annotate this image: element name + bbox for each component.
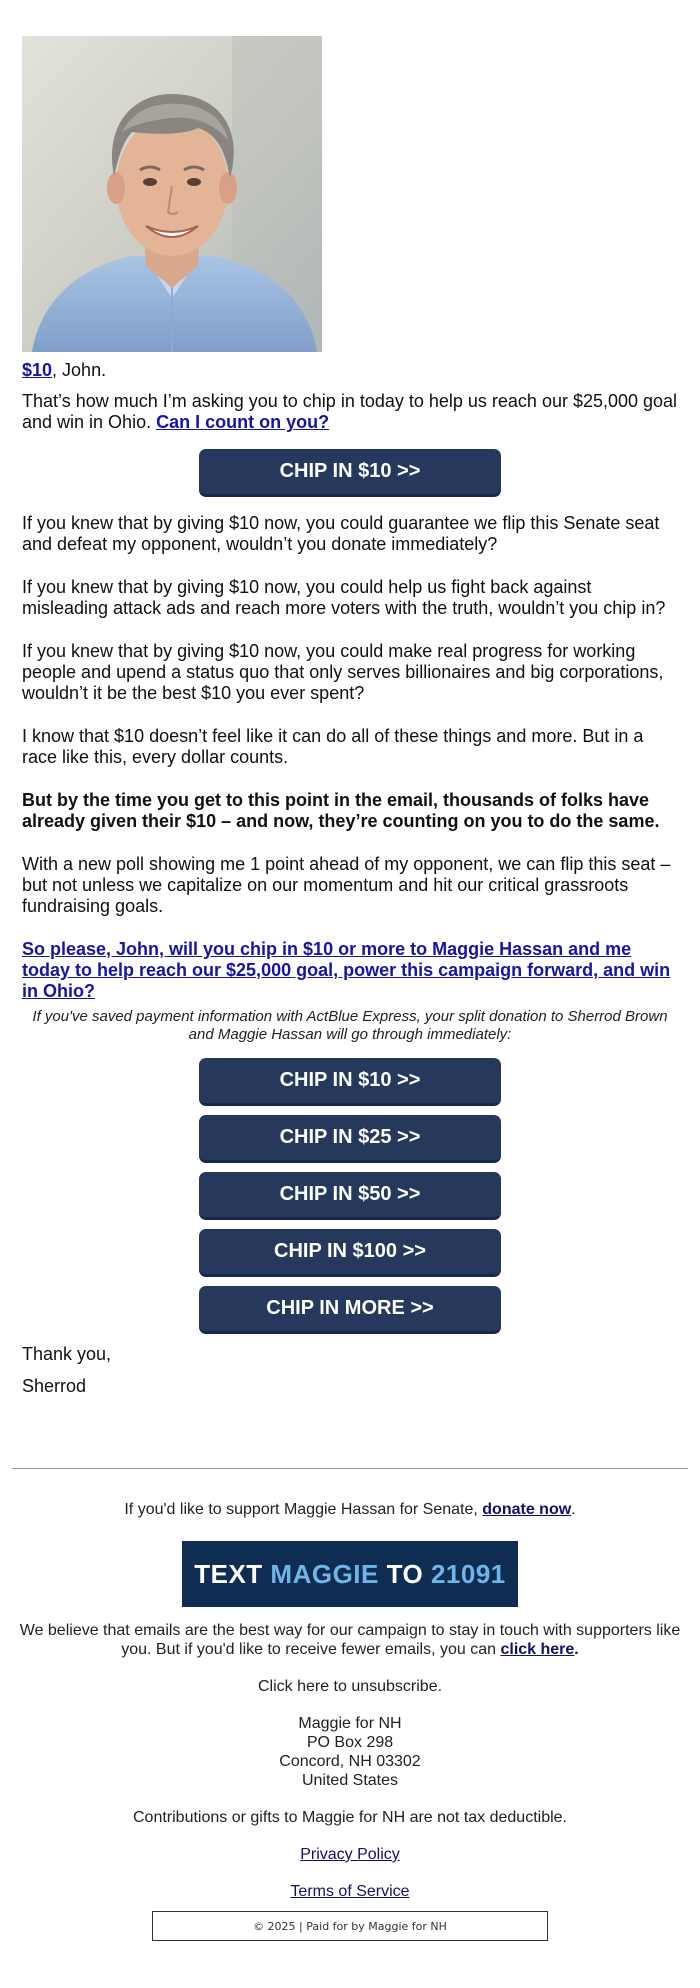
terms-of-service-link[interactable]: Terms of Service [290, 1883, 410, 1900]
chip-in-50-button[interactable]: CHIP IN $50 >> [199, 1172, 501, 1220]
chip-in-more-button[interactable]: CHIP IN MORE >> [199, 1286, 501, 1334]
thanks-line: Thank you, [22, 1344, 112, 1364]
support-line [12, 1500, 688, 1519]
paragraph-poll: With a new poll showing me 1 point ahead of my opponent, we can flip this seat – but not unless we capitalize on our momentum and hit our critical grassroots fundraising goals. [22, 854, 671, 916]
address-line-4: United States [301, 1772, 399, 1789]
count-on-you-link[interactable]: Can I count on you? [156, 412, 330, 432]
text-maggie-banner[interactable] [182, 1541, 518, 1607]
chip-in-10-button[interactable]: CHIP IN $10 >> [199, 1058, 501, 1106]
banner-word-to: TO [386, 1558, 424, 1589]
signoff [22, 1344, 678, 1397]
address-line-3: Concord, NH 03302 [279, 1753, 421, 1770]
unsubscribe-link[interactable]: Click here to unsubscribe. [257, 1678, 443, 1695]
button-row-25 [22, 1115, 678, 1163]
intro-text: That’s how much I’m asking you to chip in today to help us reach our $25,000 goal and win in Ohio. [22, 391, 678, 432]
greeting-line [22, 360, 678, 381]
candidate-portrait [22, 36, 322, 352]
chip-in-100-button[interactable]: CHIP IN $100 >> [199, 1229, 501, 1277]
mailing-address [12, 1714, 688, 1790]
paragraph-every-dollar: I know that $10 doesn’t feel like it can do all of these things and more. But in a race like this, every dollar counts. [22, 726, 644, 767]
intro-paragraph [22, 391, 678, 433]
button-row-10 [22, 1058, 678, 1106]
first-button-row [22, 449, 678, 497]
actblue-express-note: If you've saved payment information with ActBlue Express, your split donation to Sherrod Brown and Maggie Hassan will go through immediately: [32, 1008, 668, 1043]
banner-shortcode: 21091 [430, 1558, 506, 1589]
paragraph-attack-ads: If you knew that by giving $10 now, you could help us fight back against misleading attack ads and reach more voters with the truth, wouldn’t you chip in? [22, 577, 666, 618]
privacy-policy-link[interactable]: Privacy Policy [300, 1846, 400, 1863]
banner-word-maggie: MAGGIE [270, 1558, 379, 1589]
button-row-more [22, 1286, 678, 1334]
button-row-50 [22, 1172, 678, 1220]
chip-in-25-button[interactable]: CHIP IN $25 >> [199, 1115, 501, 1163]
support-end: . [571, 1501, 576, 1518]
tax-note: Contributions or gifts to Maggie for NH are not tax deductible. [133, 1809, 567, 1826]
fewer-emails-line [12, 1621, 688, 1659]
donation-buttons [22, 1058, 678, 1334]
amount-link[interactable]: $10 [22, 360, 53, 380]
banner-word-text: TEXT [194, 1558, 263, 1589]
donate-now-link[interactable]: donate now [482, 1501, 572, 1518]
paragraph-progress: If you knew that by giving $10 now, you could make real progress for working people and upend a status quo that only serves billionaires and big corporations, wouldn’t it be the best $10 you ever spent? [22, 641, 664, 703]
paragraph-thousands: But by the time you get to this point in the email, thousands of folks have already given their $10 – and now, they’re counting on you to do the same. [22, 790, 660, 831]
support-text: If you'd like to support Maggie Hassan for Senate, [124, 1501, 483, 1518]
button-row-100 [22, 1229, 678, 1277]
address-line-2: PO Box 298 [306, 1734, 394, 1751]
fewer-emails-end: . [574, 1641, 579, 1658]
footer-divider [12, 1468, 688, 1469]
address-line-1: Maggie for NH [298, 1715, 402, 1732]
footer [12, 1500, 688, 1941]
fewer-emails-text: We believe that emails are the best way for our campaign to stay in touch with supporters like you. But if you'd like to receive fewer emails, you can [19, 1622, 681, 1658]
greeting-rest: , John. [52, 360, 107, 380]
email-body [22, 360, 678, 1408]
fewer-emails-link[interactable]: click here [500, 1641, 575, 1658]
signature-name: Sherrod [22, 1376, 87, 1396]
cta-chip-in-link[interactable]: So please, John, will you chip in $10 or more to Maggie Hassan and me today to help reach our $25,000 goal, power this campaign forward, and win in Ohio? [22, 939, 671, 1001]
portrait-illustration [22, 36, 322, 352]
copyright-box: © 2025 | Paid for by Maggie for NH [152, 1911, 548, 1941]
paragraph-guarantee: If you knew that by giving $10 now, you could guarantee we flip this Senate seat and defeat my opponent, wouldn’t you donate immediately? [22, 513, 660, 554]
chip-in-10-button-top[interactable]: CHIP IN $10 >> [199, 449, 501, 497]
